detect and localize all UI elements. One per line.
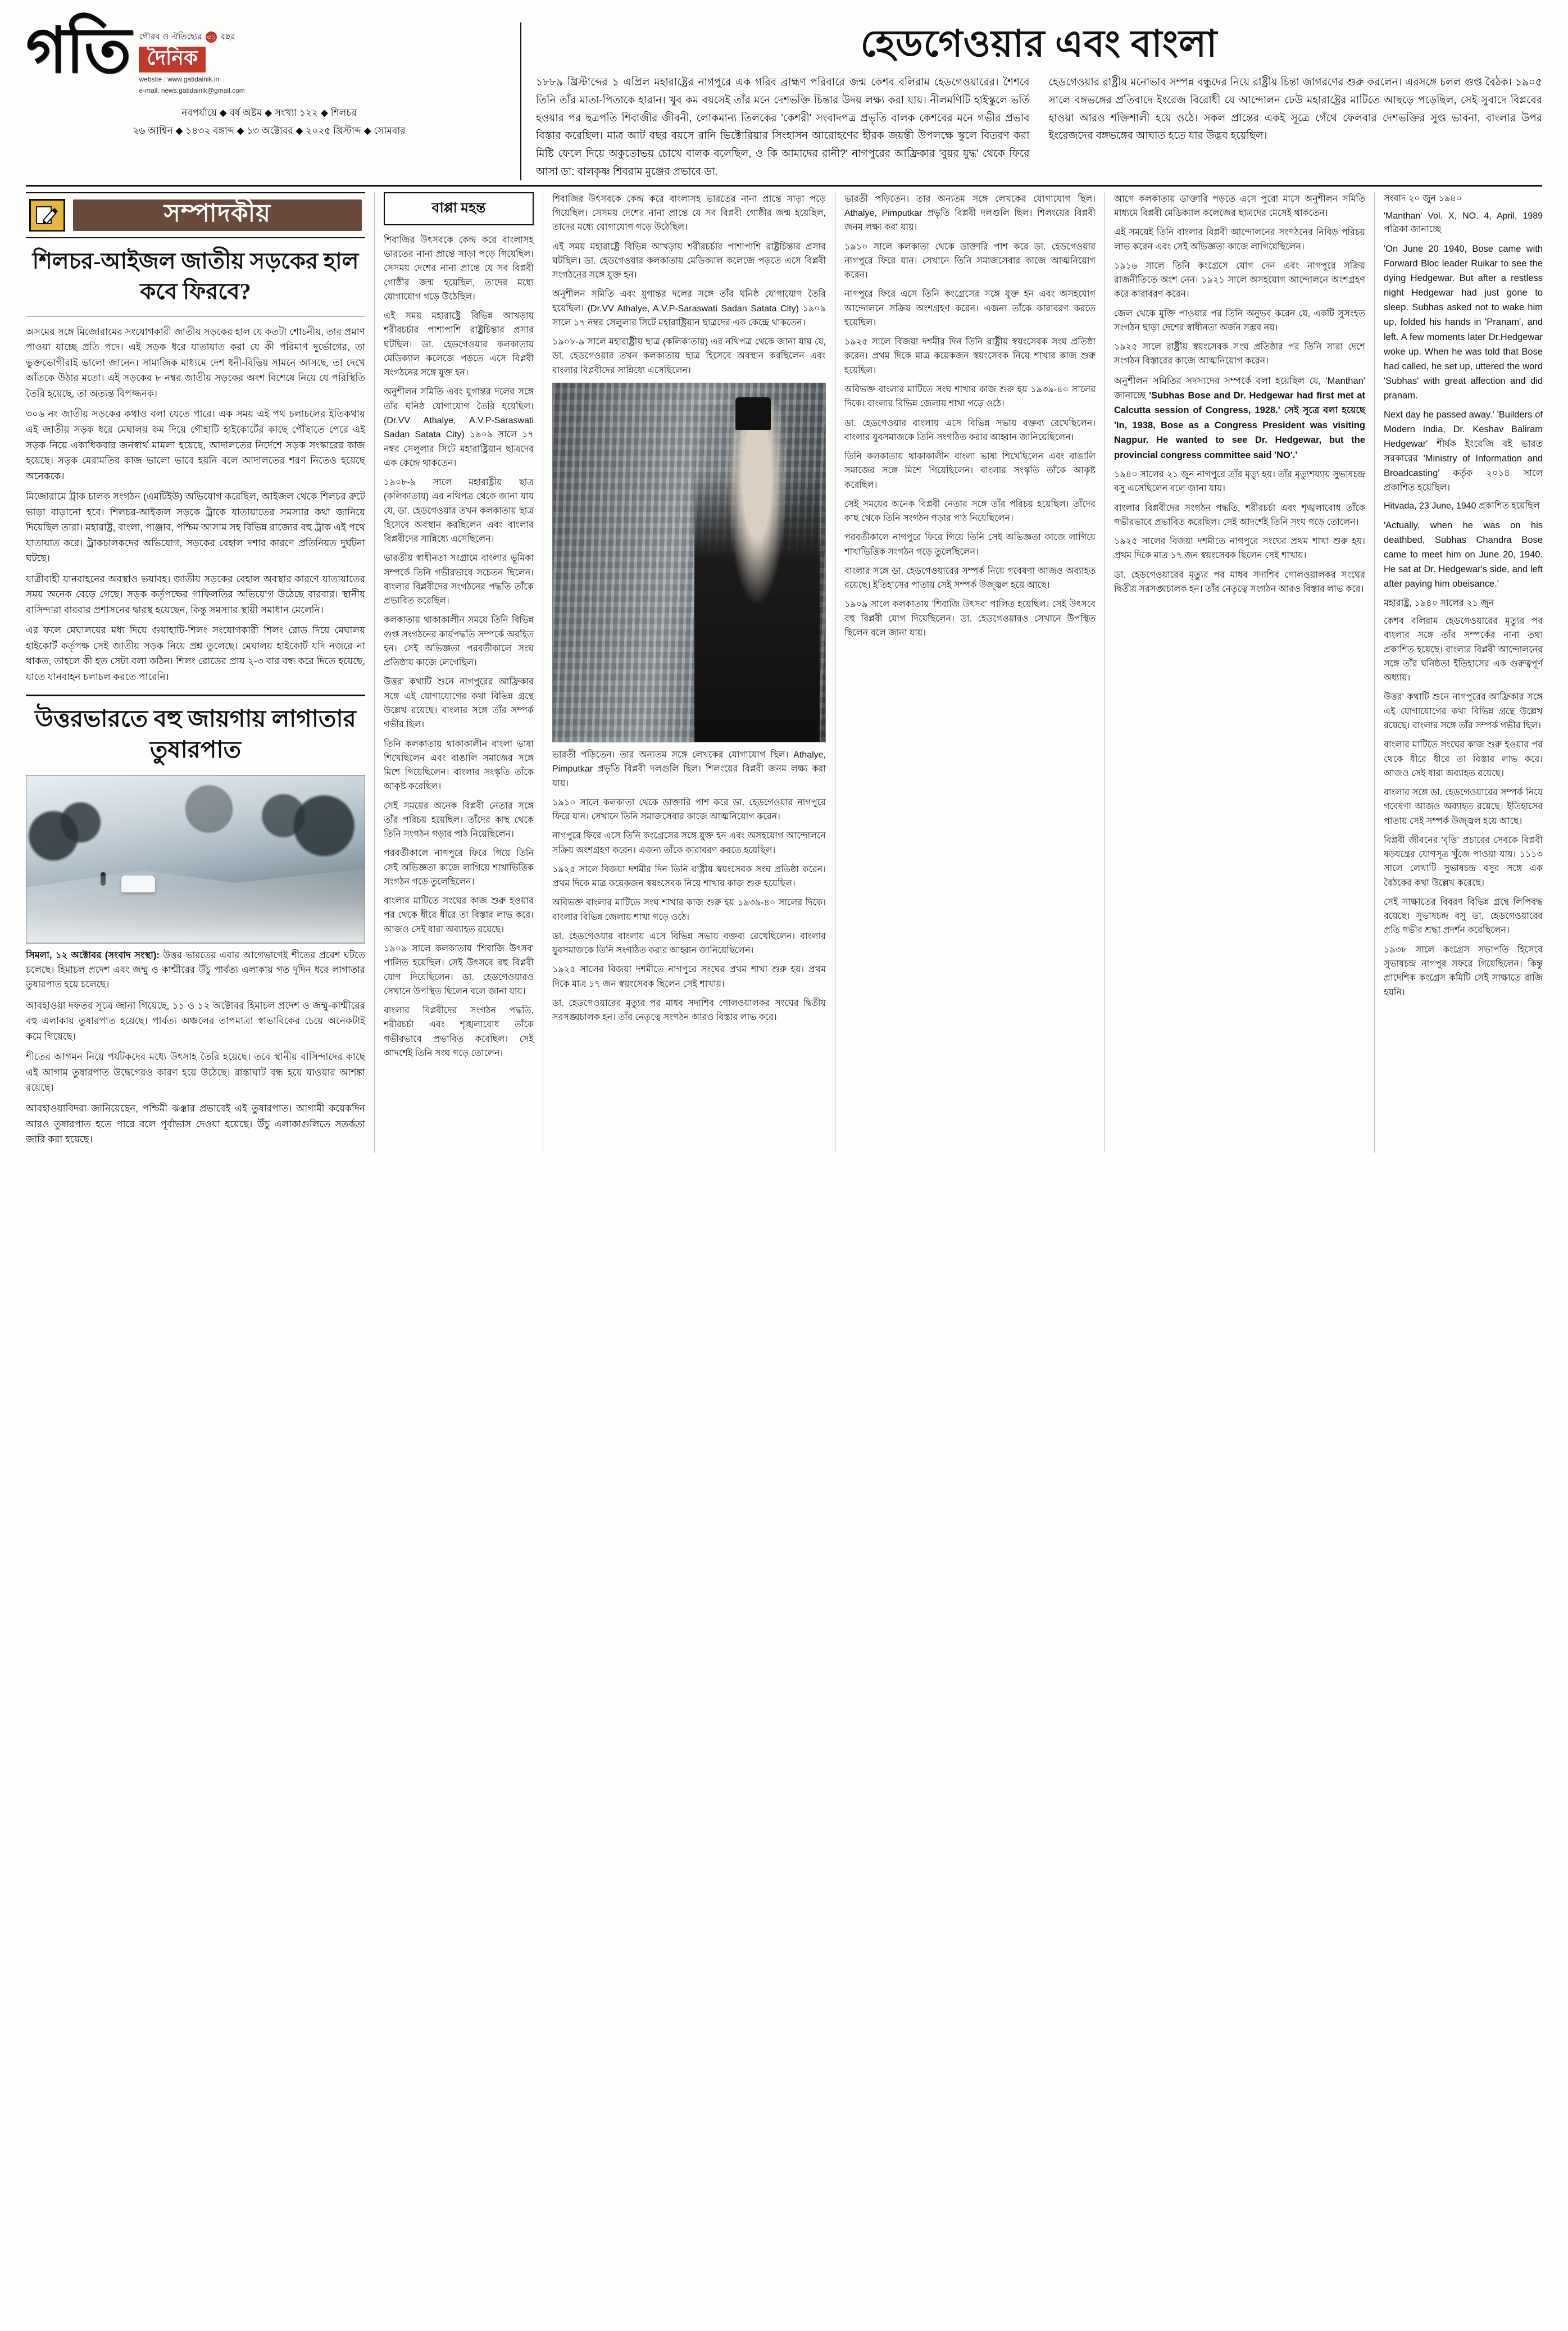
- lead-headline: হেডগেওয়ার এবং বাংলা: [860, 24, 1218, 65]
- english-quote-1: 'On June 20 1940, Bose came with Forward Bloc leader Ruikar to see the dying Hedgewar. But after a restless night Hedgewar had just gone to sleep. Subhas asked not to wake him up, folded his hands in 'Pranam', and left. A few moments later Dr.Hedgewar woke up. When he was told that Bose had called, he set up, uttered the word 'Subhas' with great affection and did pranam.: [1384, 244, 1543, 401]
- editorial-title: শিলচর-আইজল জাতীয় সড়কের হাল কবে ফিরবে?: [32, 248, 359, 304]
- masthead-lead-story: [520, 22, 1542, 180]
- caption-text: উত্তর ভারতের এবার আগেভাগেই শীতের প্রবেশ ঘটতে চলেছে। হিমাচল প্রদেশ এবং জম্মু ও কাশ্মীরের উঁচু পার্বত্য এলাকায় গত দুদিন ধরে লাগাতার তুষারপাত হয়ে চলেছে।: [26, 950, 365, 990]
- closing-paragraph: উত্তর' কথাটি শুনে নাগপুরের আফ্রিকার সঙ্গে এই যোগাযোগের কথা বিভিন্ন গ্রন্থে উল্লেখ রয়েছে। বাংলার সঙ্গে তাঁর সম্পর্ক গভীর ছিল।: [1384, 692, 1543, 731]
- feature-col-b-bottom: [552, 748, 826, 1025]
- caption-dateline: সিমলা, ১২ অক্টোবর (সংবাদ সংস্থা):: [26, 950, 160, 960]
- feature-paragraph: ১৯২৫ সালে বিজয়া দশমীর দিন তিনি রাষ্ট্রীয় স্বয়ংসেবক সংঘ প্রতিষ্ঠা করেন। প্রথম দিকে মাত্র কয়েকজন স্বয়ংসেবক নিয়ে শাখার কাজ শুরু হয়েছিল।: [552, 864, 826, 889]
- feature-paragraph: তিনি কলকাতায় থাকাকালীন বাংলা ভাষা শিখেছিলেন এবং বাঙালি সমাজের সঙ্গে মিশে গিয়েছিলেন। বাংলার সংস্কৃতি তাঁকে আকৃষ্ট করেছিল।: [844, 452, 1096, 490]
- divider: [26, 695, 365, 696]
- feature-paragraph: নাগপুরে ফিরে এসে তিনি কংগ্রেসের সঙ্গে যুক্ত হন এবং অসহযোগ আন্দোলনে সক্রিয় অংশগ্রহণ করেন। এজন্য তাঁকে কারাবরণ করতে হয়েছিল।: [552, 831, 826, 855]
- bose-quote-block: [1114, 374, 1365, 462]
- closing-paragraph: কেশব বলিরাম হেডগেওয়ারের মৃত্যুর পর বাংলার সঙ্গে তাঁর সম্পর্কের নানা তথ্য প্রকাশিত হয়েছে। বাংলার বিপ্লবী আন্দোলনের সঙ্গে তাঁর ঘনিষ্ঠতা ইতিহাসের এক গুরুত্বপূর্ণ অধ্যায়।: [1384, 616, 1543, 683]
- hedgewar-photo: [552, 383, 826, 742]
- column-feature-d: [1105, 192, 1374, 1153]
- feature-paragraph: ভারতী পড়িতেন। তার অন্যতম সঙ্গে লেখকের যোগাযোগ ছিল। Athalye, Pimputkar প্রভৃতি বিপ্লবী দলগুলি ছিল। শিলংয়ের বিপ্লবী জনম লক্ষ্য করা যায়।: [552, 750, 826, 788]
- feature-paragraph: অবিভক্ত বাংলার মাটিতে সংঘ শাখার কাজ শুরু হয় ১৯৩৯-৪০ সালের দিকে। বাংলার বিভিন্ন জেলায় শাখা গড়ে ওঠে।: [844, 384, 1096, 409]
- feature-paragraph: বাংলার বিপ্লবীদের সংগঠন পদ্ধতি, শরীরচর্চা এবং শৃঙ্খলাবোধ তাঁকে গভীরভাবে প্রভাবিত করেছিল। সেই আদর্শেই তিনি সংঘ গড়ে তোলেন।: [1114, 503, 1365, 527]
- feature-paragraph: ১৯২৫ সালে রাষ্ট্রীয় স্বয়ংসেবক সংঘ প্রতিষ্ঠার পর তিনি সারা দেশে সংগঠন বিস্তারের কাজে আত্মনিয়োগ করেন।: [1114, 342, 1365, 366]
- column-english-quotes: [1374, 192, 1543, 1153]
- photo-cap: [735, 397, 771, 429]
- column-feature-b: [543, 192, 835, 1153]
- snow-story-headline: উত্তরভারতে বহু জায়গায় লাগাতার তুষারপাত: [35, 706, 356, 764]
- feature-paragraph: সেই সময়ের অনেক বিপ্লবী নেতার সঙ্গে তাঁর পরিচয় হয়েছিল। তাঁদের কাছ থেকে তিনি সংগঠন গড়ার পাঠ নিয়েছিলেন।: [384, 801, 534, 840]
- feature-paragraph: বাংলার বিপ্লবীদের সংগঠন পদ্ধতি, শরীরচর্চা এবং শৃঙ্খলাবোধ তাঁকে গভীরভাবে প্রভাবিত করেছিল। সেই আদর্শেই তিনি সংঘ গড়ে তোলেন।: [384, 1006, 534, 1058]
- feature-paragraph: এই সময় মহারাষ্ট্রে বিভিন্ন আখড়ায় শরীরচর্চার পাশাপাশি রাষ্ট্রচিন্তার প্রসার ঘটছিল। ডা. হেডগেওয়ার কলকাতায় মেডিক্যাল কলেজে পড়তে এসে বিপ্লবী সংগঠনের সঙ্গে যুক্ত হন।: [552, 242, 826, 280]
- feature-paragraph: ১৯২৫ সালের বিজয়া দশমীতে নাগপুরে সংঘের প্রথম শাখা শুরু হয়। প্রথম দিকে মাত্র ১৭ জন স্বয়ংসেবক ছিলেন সেই শাখায়।: [1114, 537, 1365, 561]
- feature-paragraph: ১৯০৯ সালে কলকাতায় 'শিবাজি উৎসব' পালিত হয়েছিল। সেই উৎসবে বহু বিপ্লবী যোগ দিয়েছিলেন। ডা. হেডগেওয়ারও সেখানে উপস্থিত ছিলেন বলে জানা যায়।: [844, 600, 1096, 638]
- feature-paragraph: ১৯২৫ সালে বিজয়া দশমীর দিন তিনি রাষ্ট্রীয় স্বয়ংসেবক সংঘ প্রতিষ্ঠা করেন। প্রথম দিকে মাত্র কয়েকজন স্বয়ংসেবক নিয়ে শাখার কাজ শুরু হয়েছিল।: [844, 337, 1096, 375]
- editorial-paragraph: ৩০৬ নং জাতীয় সড়কের কথাও বলা যেতে পারে। এক সময় এই পথ চলাচলের ইতিকথায় এই জাতীয় সড়ক ধরে মেঘালয় কম দিয়ে গৌহাটি হাইকোর্টের কাছে পৌঁছাতে পেরে এই সড়ক নিয়ে একাধিকবার জনস্বার্থ মামলা হয়েছে, আদালতের নির্দেশে সড়ক সংস্কারের কাজ হয়েছে। সড়ক মেরামতির কাজ ভালো ভাবে হয়নি বলে আদালতের শরণ নিতেও হয়েছে অনেককে।: [26, 409, 365, 482]
- feature-paragraph: ১৯১০ সালে কলকাতা থেকে ডাক্তারি পাশ করে ডা. হেডগেওয়ার নাগপুরে ফিরে যান। সেখানে তিনি সমাজসেবার কাজে আত্মনিয়োগ করেন।: [552, 797, 826, 822]
- editorial-banner: [26, 192, 365, 238]
- column-editorial: [26, 192, 374, 1153]
- feature-paragraph: পরবর্তীকালে নাগপুরে ফিরে গিয়ে তিনি সেই অভিজ্ঞতা কাজে লাগিয়ে শাখাভিত্তিক সংগঠন গড়ে তুলেছিলেন।: [384, 849, 534, 887]
- feature-paragraph: এই সময়েই তিনি বাংলার বিপ্লবী আন্দোলনের সংগঠনের নিবিড় পরিচয় লাভ করেন এবং সেই অভিজ্ঞতা কাজে লাগিয়েছিলেন।: [1114, 228, 1365, 252]
- website-line[interactable]: website : www.gatidainik.in: [139, 75, 220, 83]
- lead-paragraph: হেডগেওয়ার রাষ্ট্রীয় মনোভাব সম্পন্ন বন্ধুদের নিয়ে রাষ্ট্রীয় চিন্তা জাগরণের শুরু করলেন। এরসঙ্গে চলল গুপ্ত বৈঠক। ১৯০৫ সালে বঙ্গভঙ্গের প্রতিবাদে ইংরেজ বিরোধী যে আন্দোলন ঢেউ মহারাষ্ট্রের মাটিতে আছড়ে পড়েছিল, সেই সুবাদে বিপ্লবের হাওয়া আরও শক্তিশালী হয়ে ওঠে। সকল প্রান্তের একই সূত্রে গেঁথে ফেলবার দেশভক্তির সুপ্ত ভাবনা, বাংলার উপর ইংরেজদের বঙ্গভঙ্গের আঘাত হতে যার উদ্ভব হয়েছিল।: [1048, 75, 1542, 142]
- masthead-left: [26, 16, 520, 140]
- feature-col-c: [844, 192, 1096, 640]
- editorial-paragraph: এর ফলে মেঘালয়ের মধ্য দিয়ে গুয়াহাটি-শিলং সংযোগকারী শিলং রোড দিয়ে মেঘালয় হাইকোর্ট কর্তৃপক্ষ সেই জাতীয় সড়ক নিয়ে প্রশ্ন তুলেছে। মেঘালয় হাইকোর্ট যদি নজরে না থাকত, তাহলে কী হত সেটা বলা কঠিন। শিলং রোডের প্রায় ২-৩ বার বন্ধ করে দিতে হয়েছে, যাতে যানবাহন চলাচল করতে পারেনি।: [26, 625, 365, 682]
- masthead: [26, 16, 1542, 187]
- feature-paragraph: ভারতীয় স্বাধীনতা সংগ্রামে বাংলার ভূমিকা সম্পর্কে তিনি গভীরভাবে সচেতন ছিলেন। বাংলার বিপ্লবীদের সংগঠনের পদ্ধতি তাঁকে প্রভাবিত করেছিল।: [384, 554, 534, 606]
- feature-paragraph: পরবর্তীকালে নাগপুরে ফিরে গিয়ে তিনি সেই অভিজ্ঞতা কাজে লাগিয়ে শাখাভিত্তিক সংগঠন গড়ে তুলেছিলেন।: [844, 533, 1096, 557]
- feature-paragraph: ১৯৪০ সালের ২১ জুন নাগপুরে তাঁর মৃত্যু হয়। তাঁর মৃত্যুশয্যায় সুভাষচন্দ্র বসু এসেছিলেন বলে জানা যায়।: [1114, 470, 1365, 494]
- tagline-text: গৌরব ও ঐতিহ্যের: [139, 32, 202, 42]
- closing-paragraph: বাংলার মাটিতে সংঘের কাজ শুরু হওয়ার পর থেকে ধীরে ধীরে তা বিস্তার লাভ করে। আজও সেই ধারা অব্যাহত রয়েছে।: [1384, 740, 1543, 778]
- feature-paragraph: শিবাজির উৎসবকে কেন্দ্র করে বাংলাসহ ভারতের নানা প্রান্তে সাড়া পড়ে গিয়েছিল। সেসময় দেশের নানা প্রান্তে যে সব বিপ্লবী গোষ্ঠীর জন্ম হয়েছিল, তাদের মধ্যে যোগাযোগ গড়ে উঠেছিল।: [384, 235, 534, 302]
- feature-paragraph: ১৯০৯ সালে কলকাতায় 'শিবাজি উৎসব' পালিত হয়েছিল। সেই উৎসবে বহু বিপ্লবী যোগ দিয়েছিলেন। ডা. হেডগেওয়ারও সেখানে উপস্থিত ছিলেন বলে জানা যায়।: [384, 944, 534, 996]
- editorial-paragraph: মিজোরামে ট্রাক চালক সংগঠন (এমটিইউ) অভিযোগ করেছিল, আইজল থেকে শিলচর রুটে ভাড়া বাড়ানো হবে। শিলচর-আইজল সড়কে ট্রাকে যাতায়াতের সমস্যার কথা জানিয়ে দিয়েছিল তারা। মহারাষ্ট্র, বাংলা, পাঞ্জাব, পশ্চিম আসাম সহ বিভিন্ন রাজ্যের বহু ট্রাক এই পথে যাতায়াত করে। ট্রাকচালকদের অভিযোগ, সড়কের বেহাল দশার কারণে প্রতিনিয়ত দুর্ঘটনা ঘটছে।: [26, 491, 365, 564]
- feature-paragraph: আগে কলকাতায় ডাক্তারি পড়তে এসে পুরো মাসে অনুশীলন সমিতি মাধ্যমে বিপ্লবী মেডিক্যাল কলেজের ছাত্রদের মেসেই থাকতেন।: [1114, 194, 1365, 219]
- feature-paragraph: তিনি কলকাতায় থাকাকালীন বাংলা ভাষা শিখেছিলেন এবং বাঙালি সমাজের সঙ্গে মিশে গিয়েছিলেন। বাংলার সংস্কৃতি তাঁকে আকৃষ্ট করেছিল।: [384, 739, 534, 792]
- lead-paragraph: ১৮৮৯ খ্রিস্টাব্দের ১ এপ্রিল মহারাষ্ট্রের নাগপুরে এক গরিব ব্রাহ্মণ পরিবারে জন্ম কেশব বলিরাম হেডগেওয়ারের। শৈশবে তিনি তাঁর মাতা-পিতাকে হারান। খুব কম বয়সেই তাঁর মনে দেশভক্তি চিন্তার উদয় লক্ষ্য করা যায়। নীলমণিটি হাইস্কুলে ভর্তি হওয়ার পর ছত্রপতি শিবাজীর জীবনী, লোকমান্য তিলকের 'কেশরী' সংবাদপত্র প্রভৃতি বালক কেশবের মনে গভীর প্রভাব বিস্তার করেছিল। মাত্র আট বছর বয়সে রানি ভিক্টোরিয়ার সিংহাসন আরোহণের হীরক জয়ন্তী উপলক্ষে স্কুলে বিতরণ করা মিষ্টি ফেলে দিয়ে অকুতোভয় চোখে বালক বলেছিল, ও কি আমাদের রানী?' নাগপুরের আফ্রিকার 'বুয়র যুদ্ধ' থেকে ফিরে আসা ডা: বালকৃষ্ণ শিবরাম মুঞ্জের প্রভাবে ডা.: [536, 75, 1030, 177]
- snow-paragraph: শীতের আগমন নিয়ে পর্যটকদের মধ্যে উৎসাহ তৈরি হয়েছে। তবে স্থানীয় বাসিন্দাদের কাছে এই আগাম তুষারপাত উদ্বেগেরও কারণ হয়ে উঠেছে। রাস্তাঘাট বন্ধ হয়ে যাওয়ার আশঙ্কা রয়েছে।: [26, 1051, 365, 1094]
- feature-paragraph: ভারতী পড়িতেন। তার অন্যতম সঙ্গে লেখকের যোগাযোগ ছিল। Athalye, Pimputkar প্রভৃতি বিপ্লবী দলগুলি ছিল। শিলংয়ের বিপ্লবী জনম লক্ষ্য করা যায়।: [844, 194, 1096, 233]
- closing-dateline: মহারাষ্ট্র, ১৯৪০ সালের ২১ জুন: [1384, 598, 1494, 609]
- feature-paragraph: ডা. হেডগেওয়ারের মৃত্যুর পর মাধব সদাশিব গোলওয়ালকর সংঘের দ্বিতীয় সরসঙ্ঘচালক হন। তাঁর নেতৃত্বে সংগঠন আরও বিস্তার লাভ করে।: [552, 998, 826, 1023]
- bose-quote-text: 'Subhas Bose and Dr. Hedgewar had first met at Calcutta session of Congress, 1928.' সেই সূত্রে বলা হয়েছে 'In, 1938, Bose as a Congress President was visiting Nagpur. He wanted to see Dr. Hedgewar, but the provincial congress committee said 'NO'.': [1114, 391, 1365, 460]
- photo-portrait: [694, 405, 820, 742]
- snow-paragraph: আবহাওয়াবিদরা জানিয়েছেন, পশ্চিমী ঝঞ্ঝার প্রভাবেই এই তুষারপাত। আগামী কয়েকদিন আরও তুষারপাত হতে পারে বলে পূর্বাভাস দেওয়া হয়েছে। উঁচু এলাকাগুলিতে সতর্কতা জারি করা হয়েছে।: [26, 1103, 365, 1145]
- english-quote-3: 'Actually, when he was on his deathbed, Subhas Chandra Bose came to meet him on June 20, 1940. He sat at Dr. Hedgewar's side, and left after paying him obeisance.': [1384, 520, 1543, 589]
- feature-paragraph: শিবাজির উৎসবকে কেন্দ্র করে বাংলাসহ ভারতের নানা প্রান্তে সাড়া পড়ে গিয়েছিল। সেসময় দেশের নানা প্রান্তে যে সব বিপ্লবী গোষ্ঠীর জন্ম হয়েছিল, তাদের মধ্যে যোগাযোগ গড়ে উঠেছিল।: [552, 194, 826, 233]
- editorial-paragraph: যাত্রীবাহী যানবাহনের অবস্থাও ভয়াবহ। জাতীয় সড়কের বেহাল অবস্থার কারণে যাতায়াতের সময় অনেক বেড়ে গেছে। সড়ক কর্তৃপক্ষের গাফিলতির অভিযোগ উঠেছে বারবার। স্থানীয় বাসিন্দারা বারবার প্রশাসনের দ্বারস্থ হয়েছেন, কিন্তু সমস্যার স্থায়ী সমাধান মেলেনি।: [26, 573, 365, 615]
- snow-road-photo: [26, 775, 365, 944]
- feature-paragraph: কলকাতায় থাকাকালীন সময়ে তিনি বিভিন্ন গুপ্ত সংগঠনের কার্যপদ্ধতি সম্পর্কে অবহিত হন। সেই অভিজ্ঞতা পরবর্তীকালে সংঘ প্রতিষ্ঠায় কাজে লেগেছিল।: [384, 615, 534, 668]
- pen-edit-icon: [29, 199, 65, 232]
- feature-col-b-top: [552, 192, 826, 378]
- closing-paragraph: বাংলার সঙ্গে ডা. হেডগেওয়ারের সম্পর্ক নিয়ে গবেষণা আজও অব্যাহত রয়েছে। ইতিহাসের পাতায় সেই সম্পর্ক উজ্জ্বল হয়ে আছে।: [1384, 788, 1543, 826]
- lead-body: [536, 73, 1542, 180]
- closing-paragraph: বিপ্লবী জীবনের 'বৃত্তি' প্রচারের সেবকে বিপ্লবী ষড়যন্ত্রের যোগসূত্র খুঁজে পাওয়া যায়। ১১১৩ সালে লেখাটি সুভাষচন্দ্র বসুর সঙ্গে এক বৈঠকের কথা উল্লেখ করেছে।: [1384, 835, 1543, 888]
- photo-car: [121, 876, 155, 892]
- feature-paragraph: এই সময় মহারাষ্ট্রে বিভিন্ন আখড়ায় শরীরচর্চার পাশাপাশি রাষ্ট্রচিন্তার প্রসার ঘটছিল। ডা. হেডগেওয়ার কলকাতায় মেডিক্যাল কলেজে পড়তে এসে বিপ্লবী সংগঠনের সঙ্গে যুক্ত হন।: [384, 311, 534, 378]
- content-grid: [26, 192, 1542, 1153]
- feature-col-d-bottom: [1114, 468, 1365, 596]
- closing-paragraph: সেই সাক্ষাতের বিবরণ বিভিন্ন গ্রন্থে লিপিবদ্ধ রয়েছে। সুভাষচন্দ্র বসু ডা. হেডগেওয়ারের প্রতি গভীর শ্রদ্ধা প্রদর্শন করেছিলেন।: [1384, 897, 1543, 936]
- feature-paragraph: ডা. হেডগেওয়ারের মৃত্যুর পর মাধব সদাশিব গোলওয়ালকর সংঘের দ্বিতীয় সরসঙ্ঘচালক হন। তাঁর নেতৃত্বে সংগঠন আরও বিস্তার লাভ করে।: [1114, 570, 1365, 594]
- issue-meta-line-1: নবপর্যায়ে ◆ বর্ষ অষ্টম ◆ সংখ্যা ১২২ ◆ শিলচর: [181, 107, 357, 119]
- feature-paragraph: নাগপুরে ফিরে এসে তিনি কংগ্রেসের সঙ্গে যুক্ত হন এবং অসহযোগ আন্দোলনে সক্রিয় অংশগ্রহণ করেন। এজন্য তাঁকে কারাবরণ করতে হয়েছিল।: [844, 289, 1096, 328]
- closing-paragraph: ১৯৩৮ সালে কংগ্রেস সভাপতি হিসেবে সুভাষচন্দ্র নাগপুর সফরে গিয়েছিলেন। কিন্তু প্রাদেশিক কংগ্রেস কমিটি সেই সাক্ষাতে রাজি হয়নি।: [1384, 945, 1543, 997]
- tagline-tail: বছর: [220, 32, 235, 42]
- snow-photo-caption: [26, 948, 365, 992]
- column-feature-a: [374, 192, 543, 1153]
- feature-byline: বাপ্পা মহন্ত: [384, 192, 534, 225]
- feature-paragraph: ১৯১০ সালে কলকাতা থেকে ডাক্তারি পাশ করে ডা. হেডগেওয়ার নাগপুরে ফিরে যান। সেখানে তিনি সমাজসেবার কাজে আত্মনিয়োগ করেন।: [844, 242, 1096, 280]
- feature-paragraph: বাংলার সঙ্গে ডা. হেডগেওয়ারের সম্পর্ক নিয়ে গবেষণা আজও অব্যাহত রয়েছে। ইতিহাসের পাতায় সেই সম্পর্ক উজ্জ্বল হয়ে আছে।: [844, 566, 1096, 591]
- feature-paragraph: ১৯১৬ সালে তিনি কংগ্রেসে যোগ দেন এবং নাগপুরে সক্রিয় রাজনীতিতে অংশ নেন। ১৯২১ সালে অসহযোগ আন্দোলনে অংশগ্রহণ করে কারাবরণ করেন।: [1114, 261, 1365, 300]
- feature-paragraph: ১৯২৫ সালের বিজয়া দশমীতে নাগপুরে সংঘের প্রথম শাখা শুরু হয়। প্রথম দিকে মাত্র ১৭ জন স্বয়ংসেবক ছিলেন সেই শাখায়।: [552, 965, 826, 989]
- feature-paragraph: ১৯০৮-৯ সালে মহারাষ্ট্রীয় ছাত্র (কলিকাতায়) এর নথিপত্র থেকে জানা যায় যে, ডা. হেডগেওয়ার তখন কলকাতায় ছাত্র হিসেবে অবস্থান করছিলেন এবং বাংলার বিপ্লবীদের সান্নিধ্যে এসেছিলেন।: [384, 478, 534, 545]
- editorial-body: [26, 324, 365, 685]
- feature-paragraph: অনুশীলন সমিতি এবং যুগান্তর দলের সঙ্গে তাঁর ঘনিষ্ঠ যোগাযোগ তৈরি হয়েছিল। (Dr.VV Athalye, A.V.P-Saraswati Sadan Satata City) ১৯০৯ সালে ১৭ নম্বর সেলুলার সিটে মহারাষ্ট্রিয়ান ছাত্রদের এক কেন্দ্রে থাকতেন।: [384, 387, 534, 468]
- feature-paragraph: উত্তর' কথাটি শুনে নাগপুরের আফ্রিকার সঙ্গে এই যোগাযোগের কথা বিভিন্ন গ্রন্থে উল্লেখ রয়েছে। বাংলার সঙ্গে তাঁর সম্পর্ক গভীর ছিল।: [384, 677, 534, 730]
- snow-paragraph: আবহাওয়া দফতর সূত্রে জানা গিয়েছে, ১১ ও ১২ অক্টোবর হিমাচল প্রদেশ ও জম্মু-কাশ্মীরের বহু এলাকায় তুষারপাত হয়েছে। পার্বত্য অঞ্চলের তাপমাত্রা স্বাভাবিকের চেয়ে অনেকটাই কমে গিয়েছে।: [26, 1000, 365, 1042]
- column-feature-c: [835, 192, 1105, 1153]
- logo-tagline: [139, 30, 244, 44]
- feature-paragraph: অবিভক্ত বাংলার মাটিতে সংঘ শাখার কাজ শুরু হয় ১৯৩৯-৪০ সালের দিকে। বাংলার বিভিন্ন জেলায় শাখা গড়ে ওঠে।: [552, 898, 826, 922]
- logo-row: [26, 16, 512, 95]
- feature-paragraph: বাংলার মাটিতে সংঘের কাজ শুরু হওয়ার পর থেকে ধীরে ধীরে তা বিস্তার লাভ করে। আজও সেই ধারা অব্যাহত রয়েছে।: [384, 896, 534, 935]
- english-quote-2: Next day he passed away.' 'Builders of Modern India, Dr. Keshav Baliram Hedgewar' শীর্ষক ইংরেজি বই ভারত সরকারের 'Ministry of Information and Broadcasting' কর্তৃক ২০১৪ সালে প্রকাশিত হয়েছিল।: [1384, 409, 1543, 493]
- feature-col-a: [384, 233, 534, 1060]
- anniversary-badge: ৩১: [206, 31, 217, 43]
- feature-paragraph: ডা. হেডগেওয়ার বাংলায় এসে বিভিন্ন সভায় বক্তব্য রেখেছিলেন। বাংলার যুবসমাজকে তিনি সংগঠিত করার আহ্বান জানিয়েছিলেন।: [844, 418, 1096, 442]
- snow-story-body: [26, 998, 365, 1148]
- editorial-paragraph: অসমের সঙ্গে মিজোরামের সংযোগকারী জাতীয় সড়কের হাল যে কতটা শোচনীয়, তার প্রমাণ পাওয়া যাচ্ছে প্রতি পদে। এই সড়ক ধরে যাতায়াত করা যে কী পরিমাণ দুর্ভোগের, তা ভুক্তভোগীরাই ভালো জানেন। সামাজিক মাধ্যমে দেশ ধনী-বিত্তিয় সামনে আসছে, তা দেখে আঁতকে উঠার মতো। এই সড়কের ৮ নম্বর জাতীয় সড়কের অংশ বিশেষে নিয়ে যে পরিস্থিতি তৈরি হয়েছে, তা অত্যন্ত বিপজ্জনক।: [26, 326, 365, 399]
- feature-paragraph: জেল থেকে মুক্তি পাওয়ার পর তিনি অনুভব করেন যে, একটি সুসংহত সংগঠন ছাড়া দেশের স্বাধীনতা অর্জন সম্ভব নয়।: [1114, 309, 1365, 333]
- hitvada-reference: Hitvada, 23 June, 1940 প্রকাশিত হয়েছিল: [1384, 501, 1540, 511]
- manthan-reference: সংবাদ ২০ জুন ১৯৪০: [1384, 193, 1462, 203]
- photo-trees: [26, 776, 365, 943]
- feature-col-d-top: [1114, 192, 1365, 369]
- manthan-source: 'Manthan' Vol. X, NO. 4, April, 1989 পত্রিকা জানাচ্ছে: [1384, 211, 1543, 235]
- feature-paragraph: ১৯০৮-৯ সালে মহারাষ্ট্রীয় ছাত্র (কলিকাতায়) এর নথিপত্র থেকে জানা যায় যে, ডা. হেডগেওয়ার তখন কলকাতায় ছাত্র হিসেবে অবস্থান করছিলেন এবং বাংলার বিপ্লবীদের সান্নিধ্যে এসেছিলেন।: [552, 337, 826, 375]
- publication-logo: গতি: [26, 16, 130, 86]
- editorial-label: সম্পাদকীয়: [73, 199, 362, 231]
- feature-paragraph: ডা. হেডগেওয়ার বাংলায় এসে বিভিন্ন সভায় বক্তব্য রেখেছিলেন। বাংলার যুবসমাজকে তিনি সংগঠিত করার আহ্বান জানিয়েছিলেন।: [552, 931, 826, 956]
- dainik-label: দৈনিক: [139, 47, 205, 72]
- email-line[interactable]: e-mail: news.gatidainik@gmail.com: [139, 86, 245, 94]
- logo-side: [139, 22, 244, 95]
- feature-paragraph: অনুশীলন সমিতি এবং যুগান্তর দলের সঙ্গে তাঁর ঘনিষ্ঠ যোগাযোগ তৈরি হয়েছিল। (Dr.VV Athalye, A.V.P-Saraswati Sadan Satata City) ১৯০৯ সালে ১৭ নম্বর সেলুলার সিটে মহারাষ্ট্রিয়ান ছাত্রদের এক কেন্দ্রে থাকতেন।: [552, 289, 826, 328]
- photo-person: [101, 872, 106, 886]
- issue-meta-line-2: ২৬ আশ্বিন ◆ ১৪৩২ বঙ্গাব্দ ◆ ১৩ অক্টোবর ◆ ২০২৫ খ্রিস্টাব্দ ◆ সোমবার: [133, 125, 406, 137]
- feature-paragraph: সেই সময়ের অনেক বিপ্লবী নেতার সঙ্গে তাঁর পরিচয় হয়েছিল। তাঁদের কাছ থেকে তিনি সংগঠন গড়ার পাঠ নিয়েছিলেন।: [844, 499, 1096, 524]
- closing-body: [1384, 614, 1543, 1000]
- bose-quote-lead: অনুশীলন সমিতির সদস্যদের সম্পর্কে বলা হয়েছিল যে, 'Manthan' জানাচ্ছে: [1114, 375, 1365, 401]
